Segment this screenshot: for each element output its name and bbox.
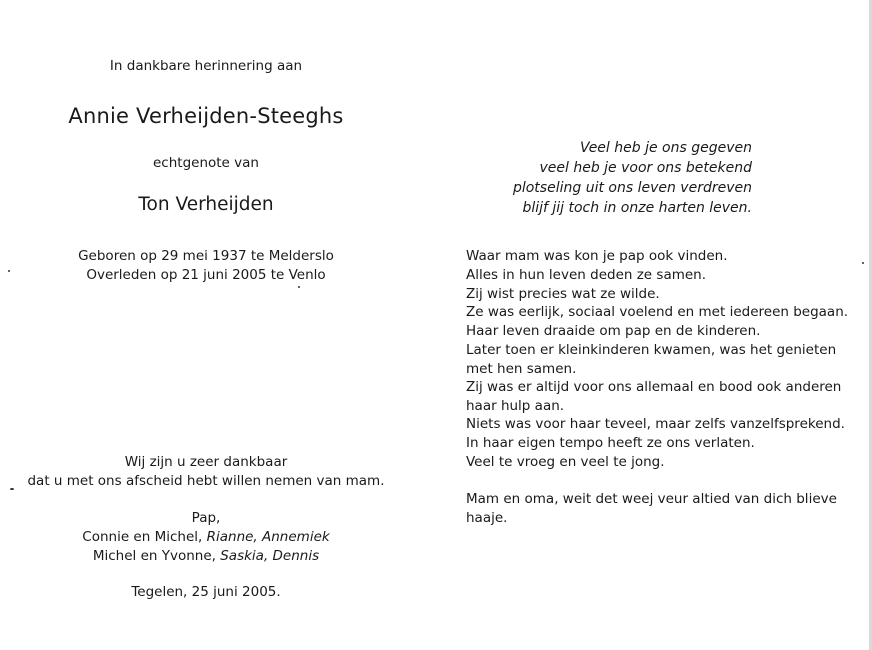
body-line: Later toen er kleinkinderen kwamen, was het genieten: [466, 342, 837, 358]
verse-line: plotseling uit ons leven verdreven: [512, 180, 752, 196]
family-grandchildren-2: Saskia, Dennis: [220, 548, 320, 564]
spouse-name: Ton Verheijden: [138, 194, 274, 215]
scan-speck: [8, 270, 10, 272]
verse-line: blijf jij toch in onze harten leven.: [522, 200, 752, 216]
family-parents-1: Connie en Michel,: [82, 529, 207, 545]
family-parents-2: Michel en Yvonne,: [92, 548, 221, 564]
deceased-name: Annie Verheijden-Steeghs: [68, 104, 344, 128]
verse-line: veel heb je voor ons betekend: [539, 160, 752, 176]
closing-line: haaje.: [466, 510, 508, 526]
body-line: Waar mam was kon je pap ook vinden.: [466, 248, 728, 264]
family-line-3: [20, 548, 392, 564]
scan-speck: [298, 286, 300, 288]
body-line: In haar eigen tempo heeft ze ons verlaten.: [466, 435, 755, 451]
body-line: Haar leven draaide om pap en de kinderen.: [466, 323, 761, 339]
body-line: Veel te vroeg en veel te jong.: [466, 454, 665, 470]
scan-speck: [10, 488, 14, 490]
closing-line: Mam en oma, weit det weej veur altied van dich blieve: [466, 491, 837, 507]
family-line-2: [20, 529, 392, 545]
body-line: haar hulp aan.: [466, 398, 565, 414]
body-line: met hen samen.: [466, 361, 577, 377]
thanks-line-1: Wij zijn u zeer dankbaar: [124, 454, 288, 470]
body-line: Niets was voor haar teveel, maar zelfs vanzelfsprekend.: [466, 416, 845, 432]
place-date: Tegelen, 25 juni 2005.: [131, 584, 281, 600]
thanks-line-2: dat u met ons afscheid hebt willen nemen van mam.: [27, 473, 385, 489]
verse-line: Veel heb je ons gegeven: [579, 140, 752, 156]
scan-speck: [862, 262, 864, 264]
death-line: Overleden op 21 juni 2005 te Venlo: [86, 267, 326, 283]
right-panel: [466, 0, 849, 650]
intro-text: In dankbare herinnering aan: [109, 58, 303, 74]
family-line-1: Pap,: [191, 510, 221, 526]
birth-line: Geboren op 29 mei 1937 te Melderslo: [78, 248, 334, 264]
spouse-label: echtgenote van: [153, 155, 259, 171]
body-line: Zij wist precies wat ze wilde.: [466, 286, 660, 302]
left-panel: [20, 0, 392, 650]
body-line: Ze was eerlijk, sociaal voelend en met iedereen begaan.: [466, 304, 849, 320]
body-line: Alles in hun leven deden ze samen.: [466, 267, 707, 283]
body-line: Zij was er altijd voor ons allemaal en bood ook anderen: [466, 379, 842, 395]
family-grandchildren-1: Rianne, Annemiek: [206, 529, 330, 545]
